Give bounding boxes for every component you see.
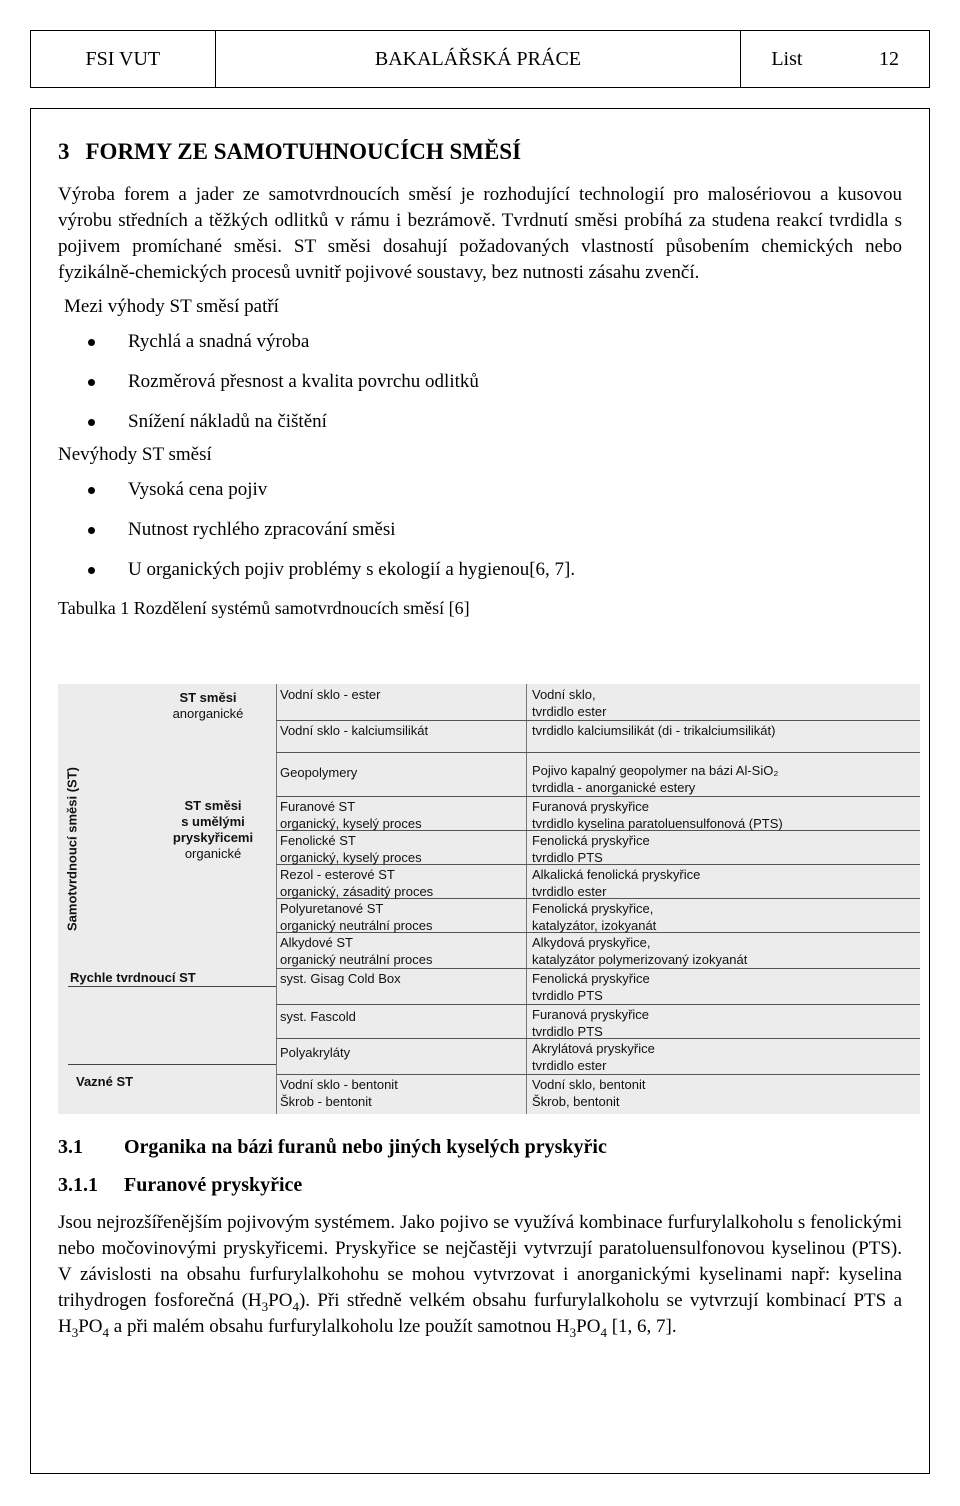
- section-3-1-1-heading: 3.1.1 Furanové pryskyřice: [58, 1174, 303, 1196]
- table-row: Polyuretanové ST organický neutrální proces Fenolická pryskyřice, katalyzátor, izokyanát: [276, 898, 920, 933]
- page-header: [30, 30, 930, 88]
- chapter-title-text: FORMY ZE SAMOTUHNOUCÍCH SMĚSÍ: [85, 139, 522, 164]
- table-row: Vodní sklo - bentonit Škrob - bentonit Vodní sklo, bentonit Škrob, bentonit: [280, 1077, 646, 1109]
- intro-paragraph: Výroba forem a jader ze samotvrdnoucích směsí je rozhodující technologií pro malosériovou a kusovou výrobu středních a těžkých odlitků v rámu i bezrámově. Tvrdnutí směsi probíhá za studena reakcí tvrdidla s pojivem promíchané směsi. ST směsi dosahují požadovaných vlastností působením chemických nebo fyzikálně-chemických procesů uvnitř pojivové soustavy, bez nutnosti zásahu zvenčí.: [58, 184, 902, 283]
- section-content: [58, 1134, 902, 1340]
- header-faculty: FSI VUT: [31, 31, 216, 87]
- disadvantages-lead: Nevýhody ST směsí: [58, 444, 212, 465]
- furan-paragraph: Jsou nejrozšířenějším pojivovým systémem. Jako pojivo se využívá kombinace furfurylalkoholu s fenolickými nebo močovinovými pryskyřicemi. Pryskyřice se nejčastěji vytvrzují paratoluensulfonovou kyselinou (PTS). V závislosti na obsahu furfurylalkohohu se mohou vytvrzovat i anorganickými kyselinami např: kyselina trihydrogen fosforečná $(H_3PO_4)$. Při středně velkém obsahu furfurylalkoholu se vytvrzují kombinací PTS a $H_3PO_4$ a při malém obsahu furfurylalkoholu lze použít samotnou $H_3PO_4$ [1, 6, 7].: [58, 1212, 902, 1340]
- chapter-number: 3: [58, 139, 70, 164]
- binder-systems-table: [58, 684, 920, 1114]
- category-inorganic: ST směsi anorganické: [172, 690, 244, 721]
- section-3-1-heading: 3.1 Organika na bázi furanů nebo jiných kyselých pryskyřic: [58, 1136, 607, 1158]
- table-row: Fenolické ST organický, kyselý proces Fenolická pryskyřice tvrdidlo PTS: [276, 830, 920, 865]
- page-content: [58, 138, 902, 620]
- table-row: syst. Fascold Furanová pryskyřice tvrdidlo PTS: [276, 1004, 920, 1039]
- table-row: Geopolymery Pojivo kapalný geopolymer na bázi Al-SiO₂ tvrdidla - anorganické estery: [276, 752, 920, 797]
- advantages-list: [58, 322, 902, 442]
- list-item: Snížení nákladů na čištění: [58, 402, 902, 442]
- list-item: Rychlá a snadná výroba: [58, 322, 902, 362]
- header-list-label: List: [771, 47, 803, 70]
- table-caption: Tabulka 1 Rozdělení systémů samotvrdnoucích směsí [6]: [58, 598, 470, 618]
- table-row: syst. Gisag Cold Box Fenolická pryskyřice tvrdidlo PTS: [276, 968, 920, 1005]
- category-resin: ST směsi s umělými pryskyřicemi organické: [172, 798, 254, 861]
- chapter-title: [58, 138, 902, 166]
- category-bound: Vazné ST: [76, 1074, 134, 1089]
- disadvantages-list: [58, 470, 902, 590]
- table-row: Furanové ST organický, kyselý proces Furanová pryskyřice tvrdidlo kyselina paratoluensulfonová (PTS): [276, 796, 920, 831]
- header-thesis-type: BAKALÁŘSKÁ PRÁCE: [216, 31, 742, 87]
- table-row: Rezol - esterové ST organický, zásaditý proces Alkalická fenolická pryskyřice tvrdidlo ester: [276, 864, 920, 899]
- list-item: Rozměrová přesnost a kvalita povrchu odlitků: [58, 362, 902, 402]
- table-vertical-label: Samotvrdnoucí směsi (ST): [64, 767, 80, 931]
- list-item: U organických pojiv problémy s ekologií a hygienou[6, 7].: [58, 550, 902, 590]
- list-item: Vysoká cena pojiv: [58, 470, 902, 510]
- table-row: Vodní sklo - ester Vodní sklo, tvrdidlo ester: [276, 684, 920, 721]
- header-page-number: 12: [879, 47, 899, 70]
- header-page: [741, 31, 929, 87]
- list-item: Nutnost rychlého zpracování směsi: [58, 510, 902, 550]
- table-row: Alkydové ST organický neutrální proces Alkydová pryskyřice, katalyzátor polymerizovaný izokyanát: [276, 932, 920, 969]
- table-row: Polyakryláty Akrylátová pryskyřice tvrdidlo ester: [276, 1038, 920, 1075]
- advantages-lead: Mezi výhody ST směsí patří: [64, 296, 279, 317]
- table-row: Vodní sklo - kalciumsilikát tvrdidlo kalciumsilikát (di - trikalciumsilikát): [276, 720, 920, 753]
- category-fast: Rychle tvrdnoucí ST: [70, 970, 196, 985]
